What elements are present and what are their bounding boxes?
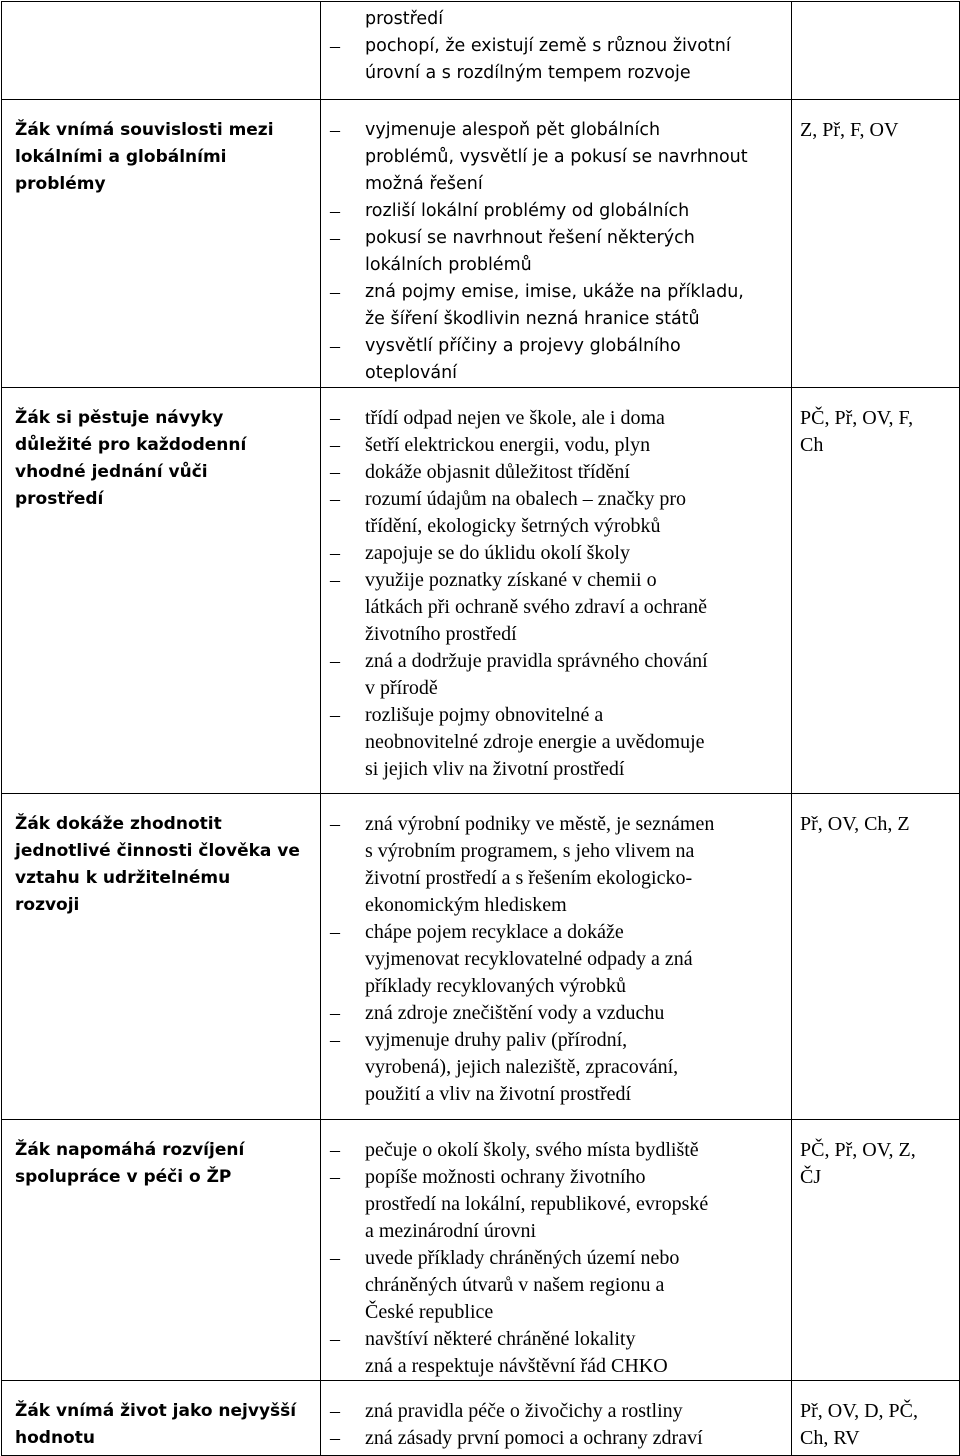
outcome-text: vyjmenuje druhy paliv (přírodní, bbox=[365, 1029, 628, 1051]
subject-line: Př, OV, Ch, Z bbox=[800, 813, 910, 835]
dash-bullet-icon: – bbox=[330, 488, 340, 510]
outcome-line bbox=[321, 1191, 791, 1218]
table-row bbox=[2, 2, 960, 100]
outcome-text: pochopí, že existují země s různou životní bbox=[365, 36, 731, 56]
outcome-line bbox=[321, 144, 791, 171]
outcome-text: prostředí bbox=[365, 9, 444, 29]
outcome-line bbox=[321, 1353, 791, 1380]
outcome-line bbox=[321, 811, 791, 838]
outcome-text: využije poznatky získané v chemii o bbox=[365, 569, 657, 591]
outcome-line bbox=[321, 252, 791, 279]
outcome-text: třídí odpad nejen ve škole, ale i doma bbox=[365, 407, 665, 429]
outcomes-cell bbox=[321, 1120, 792, 1381]
outcome-line bbox=[321, 432, 791, 459]
goal-cell bbox=[2, 794, 321, 1120]
outcome-text: dokáže objasnit důležitost třídění bbox=[365, 461, 630, 483]
outcome-text: použití a vliv na životní prostředí bbox=[365, 1083, 632, 1105]
outcome-text: chráněných útvarů v našem regionu a bbox=[365, 1274, 665, 1296]
goal-cell bbox=[2, 388, 321, 794]
outcome-text: látkách při ochraně svého zdraví a ochraně bbox=[365, 596, 708, 618]
outcome-line bbox=[321, 1027, 791, 1054]
outcome-text: s výrobním programem, s jeho vlivem na bbox=[365, 840, 695, 862]
dash-bullet-icon: – bbox=[330, 813, 340, 835]
dash-bullet-icon: – bbox=[330, 1166, 340, 1188]
outcome-line bbox=[321, 1398, 791, 1425]
dash-bullet-icon: – bbox=[330, 281, 340, 303]
outcome-text: vyrobená), jejich naleziště, zpracování, bbox=[365, 1056, 679, 1078]
dash-bullet-icon: – bbox=[330, 1427, 340, 1449]
outcome-line bbox=[321, 306, 791, 333]
outcome-text: zapojuje se do úklidu okolí školy bbox=[365, 542, 630, 564]
outcome-text: životní prostředí a s řešením ekologicko- bbox=[365, 867, 693, 889]
dash-bullet-icon: – bbox=[330, 407, 340, 429]
outcome-text: třídění, ekologicky šetrných výrobků bbox=[365, 515, 661, 537]
outcome-line bbox=[321, 946, 791, 973]
outcome-line bbox=[321, 33, 791, 60]
table-row bbox=[2, 1381, 960, 1456]
outcome-text: zná a respektuje návštěvní řád CHKO bbox=[365, 1355, 668, 1377]
outcome-line bbox=[321, 919, 791, 946]
outcome-line bbox=[321, 1054, 791, 1081]
goal-cell bbox=[2, 1120, 321, 1381]
outcome-line bbox=[321, 973, 791, 1000]
outcome-text: možná řešení bbox=[365, 174, 483, 194]
outcome-line bbox=[321, 486, 791, 513]
outcome-line bbox=[321, 621, 791, 648]
outcome-line bbox=[321, 838, 791, 865]
subjects-cell bbox=[792, 1120, 960, 1381]
table-row bbox=[2, 1120, 960, 1381]
subject-line: Př, OV, D, PČ, bbox=[800, 1400, 918, 1422]
outcome-text: životního prostředí bbox=[365, 623, 517, 645]
dash-bullet-icon: – bbox=[330, 650, 340, 672]
outcome-line bbox=[321, 1218, 791, 1245]
goal-line: Žák dokáže zhodnotit bbox=[15, 814, 222, 834]
outcome-text: a mezinárodní úrovni bbox=[365, 1220, 537, 1242]
goal-line: Žák si pěstuje návyky bbox=[15, 408, 224, 428]
dash-bullet-icon: – bbox=[330, 704, 340, 726]
subject-line: Z, Př, F, OV bbox=[800, 119, 899, 141]
outcome-line bbox=[321, 279, 791, 306]
outcome-text: šetří elektrickou energii, vodu, plyn bbox=[365, 434, 651, 456]
outcomes-cell bbox=[321, 794, 792, 1120]
outcomes-cell bbox=[321, 388, 792, 794]
outcome-text: rozumí údajům na obalech – značky pro bbox=[365, 488, 686, 510]
outcome-text: rozlišuje pojmy obnovitelné a bbox=[365, 704, 604, 726]
outcome-text: oteplování bbox=[365, 363, 458, 383]
subject-line: ČJ bbox=[800, 1166, 822, 1188]
outcome-text: pečuje o okolí školy, svého místa bydliště bbox=[365, 1139, 699, 1161]
dash-bullet-icon: – bbox=[330, 1002, 340, 1024]
outcome-line bbox=[321, 702, 791, 729]
goal-line: hodnotu bbox=[15, 1428, 95, 1448]
outcome-line bbox=[321, 333, 791, 360]
goal-line: vhodné jednání vůči bbox=[15, 462, 208, 482]
outcome-line bbox=[321, 1164, 791, 1191]
outcome-text: zná zásady první pomoci a ochrany zdraví bbox=[365, 1427, 703, 1449]
subject-line: Ch, RV bbox=[800, 1427, 860, 1449]
table-row bbox=[2, 100, 960, 388]
dash-bullet-icon: – bbox=[330, 1139, 340, 1161]
dash-bullet-icon: – bbox=[330, 1029, 340, 1051]
outcomes-cell bbox=[321, 100, 792, 388]
goal-line: spolupráce v péči o ŽP bbox=[15, 1167, 232, 1187]
goal-line: Žák vnímá souvislosti mezi bbox=[15, 120, 274, 140]
outcome-line bbox=[321, 892, 791, 919]
outcome-line bbox=[321, 1326, 791, 1353]
outcome-text: vysvětlí příčiny a projevy globálního bbox=[365, 336, 681, 356]
subjects-cell bbox=[792, 794, 960, 1120]
outcome-text: zná pravidla péče o živočichy a rostliny bbox=[365, 1400, 683, 1422]
outcome-text: úrovní a s rozdílným tempem rozvoje bbox=[365, 63, 691, 83]
outcome-line bbox=[321, 1425, 791, 1452]
dash-bullet-icon: – bbox=[330, 569, 340, 591]
dash-bullet-icon: – bbox=[330, 1247, 340, 1269]
goal-line: vztahu k udržitelnému bbox=[15, 868, 231, 888]
goal-line: problémy bbox=[15, 174, 106, 194]
dash-bullet-icon: – bbox=[330, 227, 340, 249]
outcome-line bbox=[321, 1000, 791, 1027]
outcome-line bbox=[321, 405, 791, 432]
outcome-text: popíše možnosti ochrany životního bbox=[365, 1166, 646, 1188]
outcome-text: ekonomickým hlediskem bbox=[365, 894, 567, 916]
goal-line: lokálními a globálními bbox=[15, 147, 227, 167]
dash-bullet-icon: – bbox=[330, 921, 340, 943]
dash-bullet-icon: – bbox=[330, 434, 340, 456]
outcome-line bbox=[321, 513, 791, 540]
outcome-line bbox=[321, 1299, 791, 1326]
outcome-line bbox=[321, 459, 791, 486]
goal-cell bbox=[2, 100, 321, 388]
outcome-line bbox=[321, 225, 791, 252]
outcome-line bbox=[321, 6, 791, 33]
outcomes-cell bbox=[321, 1381, 792, 1456]
outcome-line bbox=[321, 1245, 791, 1272]
outcome-line bbox=[321, 60, 791, 87]
goal-line: rozvoji bbox=[15, 895, 80, 915]
outcome-line bbox=[321, 117, 791, 144]
outcome-text: lokálních problémů bbox=[365, 255, 532, 275]
table-row bbox=[2, 794, 960, 1120]
subject-line: PČ, Př, OV, F, bbox=[800, 407, 914, 429]
subject-line: PČ, Př, OV, Z, bbox=[800, 1139, 916, 1161]
outcome-text: uvede příklady chráněných území nebo bbox=[365, 1247, 680, 1269]
outcome-text: zná zdroje znečištění vody a vzduchu bbox=[365, 1002, 665, 1024]
dash-bullet-icon: – bbox=[330, 542, 340, 564]
outcome-text: prostředí na lokální, republikové, evropské bbox=[365, 1193, 709, 1215]
goal-line: prostředí bbox=[15, 489, 104, 509]
outcome-line bbox=[321, 198, 791, 225]
subjects-cell bbox=[792, 2, 960, 100]
dash-bullet-icon: – bbox=[330, 1328, 340, 1350]
outcome-text: zná pojmy emise, imise, ukáže na příkladu, bbox=[365, 282, 744, 302]
outcome-line bbox=[321, 594, 791, 621]
outcome-text: chápe pojem recyklace a dokáže bbox=[365, 921, 624, 943]
curriculum-table bbox=[1, 1, 960, 1456]
outcome-line bbox=[321, 729, 791, 756]
outcome-text: si jejich vliv na životní prostředí bbox=[365, 758, 625, 780]
goal-line: důležité pro každodenní bbox=[15, 435, 247, 455]
outcome-line bbox=[321, 360, 791, 387]
outcome-text: vyjmenovat recyklovatelné odpady a zná bbox=[365, 948, 693, 970]
dash-bullet-icon: – bbox=[330, 335, 340, 357]
outcome-line bbox=[321, 540, 791, 567]
outcome-line bbox=[321, 865, 791, 892]
dash-bullet-icon: – bbox=[330, 119, 340, 141]
outcome-text: České republice bbox=[365, 1301, 494, 1323]
goal-cell bbox=[2, 1381, 321, 1456]
outcome-line bbox=[321, 756, 791, 783]
outcome-text: rozliší lokální problémy od globálních bbox=[365, 201, 690, 221]
outcome-text: neobnovitelné zdroje energie a uvědomuje bbox=[365, 731, 705, 753]
outcome-line bbox=[321, 171, 791, 198]
goal-line: Žák napomáhá rozvíjení bbox=[15, 1140, 245, 1160]
subjects-cell bbox=[792, 100, 960, 388]
outcome-line bbox=[321, 1272, 791, 1299]
goal-cell bbox=[2, 2, 321, 100]
outcome-line bbox=[321, 675, 791, 702]
outcome-text: příklady recyklovaných výrobků bbox=[365, 975, 627, 997]
dash-bullet-icon: – bbox=[330, 35, 340, 57]
dash-bullet-icon: – bbox=[330, 1400, 340, 1422]
outcome-text: navštíví některé chráněné lokality bbox=[365, 1328, 636, 1350]
outcome-text: že šíření škodlivin nezná hranice států bbox=[365, 309, 700, 329]
outcome-line bbox=[321, 1081, 791, 1108]
table-row bbox=[2, 388, 960, 794]
outcome-text: zná a dodržuje pravidla správného chování bbox=[365, 650, 708, 672]
outcome-text: pokusí se navrhnout řešení některých bbox=[365, 228, 695, 248]
outcome-line bbox=[321, 1137, 791, 1164]
outcome-text: zná výrobní podniky ve městě, je seznámen bbox=[365, 813, 715, 835]
subjects-cell bbox=[792, 1381, 960, 1456]
dash-bullet-icon: – bbox=[330, 200, 340, 222]
goal-line: Žák vnímá život jako nejvyšší bbox=[15, 1401, 297, 1421]
outcome-line bbox=[321, 648, 791, 675]
dash-bullet-icon: – bbox=[330, 461, 340, 483]
goal-line: jednotlivé činnosti člověka ve bbox=[15, 841, 300, 861]
outcomes-cell bbox=[321, 2, 792, 100]
outcome-text: v přírodě bbox=[365, 677, 438, 699]
outcome-line bbox=[321, 567, 791, 594]
outcome-text: problémů, vysvětlí je a pokusí se navrhnout bbox=[365, 147, 748, 167]
outcome-text: vyjmenuje alespoň pět globálních bbox=[365, 120, 661, 140]
subjects-cell bbox=[792, 388, 960, 794]
subject-line: Ch bbox=[800, 434, 824, 456]
